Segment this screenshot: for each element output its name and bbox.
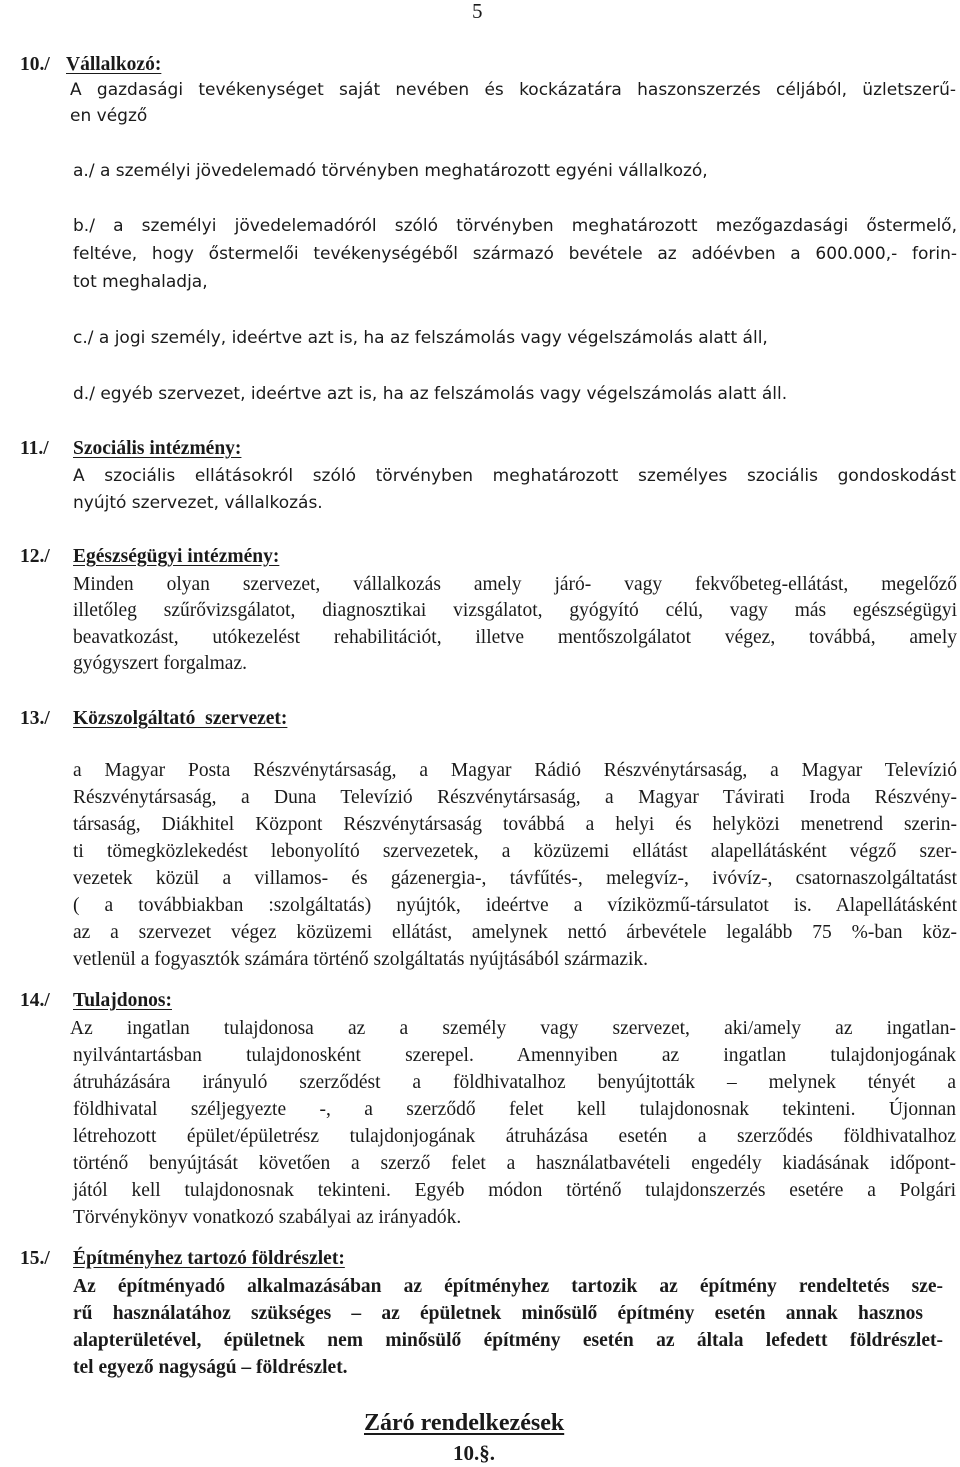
section-15-line-3: alapterületével, épületnek nem minősülő építmény esetén az általa lefedett földrészlet- bbox=[73, 1330, 943, 1351]
section-14-line-1: Az ingatlan tulajdonosa az a személy vagy szervezet, aki/amely az ingatlan- bbox=[70, 1018, 956, 1039]
section-13-title: Közszolgáltató szervezet: bbox=[73, 708, 288, 729]
closing-heading: Záró rendelkezések bbox=[364, 1410, 565, 1436]
section-11-number: 11./ bbox=[20, 438, 49, 459]
section-13-line-4: ti tömegközlekedést lebonyolító szervezetek, a közüzemi ellátást alapellátásként végző szer- bbox=[73, 841, 957, 862]
section-11-title: Szociális intézmény: bbox=[73, 438, 242, 459]
section-12-line-4: gyógyszert forgalmaz. bbox=[73, 653, 247, 674]
section-11-line-1: A szociális ellátásokról szóló törvényben meghatározott személyes szociális gondoskodást bbox=[73, 466, 956, 486]
section-13-line-8: vetlenül a fogyasztók számára történő szolgáltatás nyújtásából származik. bbox=[73, 949, 649, 970]
section-14-line-4: földhivatal széljegyezte -, a szerződő felet kell tulajdonosnak tekinteni. Újonnan bbox=[73, 1099, 956, 1120]
section-15-line-1: Az építményadó alkalmazásában az építményhez tartozik az építmény rendeltetés sze- bbox=[73, 1276, 943, 1297]
section-10-item-b-line-3: tot meghaladja, bbox=[73, 272, 208, 292]
section-15-number: 15./ bbox=[20, 1248, 50, 1269]
section-13-line-1: a Magyar Posta Részvénytársaság, a Magyar Rádió Részvénytársaság, a Magyar Televízió bbox=[73, 760, 957, 781]
section-12-line-3: beavatkozást, utókezelést rehabilitációt, illetve mentőszolgálatot végez, továbbá, amely bbox=[73, 627, 957, 648]
section-10-title: Vállalkozó: bbox=[66, 54, 162, 75]
section-10-item-b-line-2: feltéve, hogy őstermelői tevékenységéből származó bevétele az adóévben a 600.000,- forin- bbox=[73, 244, 957, 264]
section-10-item-c: c./ a jogi személy, ideértve azt is, ha az felszámolás vagy végelszámolás alatt áll, bbox=[73, 328, 768, 348]
section-13-line-6: ( a továbbiakban :szolgáltatás) nyújtók, ideértve a víziközmű-társulatot is. Alapellátásként bbox=[73, 895, 957, 916]
section-13-number: 13./ bbox=[20, 708, 50, 729]
section-13-line-7: az a szervezet végez közüzemi ellátást, amelynek nettó árbevétele legalább 75 %-ban köz- bbox=[73, 922, 957, 943]
section-13-line-3: társaság, Diákhitel Központ Részvénytársaság továbbá a helyi és helyközi menetrend szerin- bbox=[73, 814, 957, 835]
section-15-line-2: rű használatához szükséges – az épületnek minősülő építmény esetén annak hasznos bbox=[73, 1303, 923, 1324]
section-15-line-4: tel egyező nagyságú – földrészlet. bbox=[73, 1357, 348, 1378]
section-11-line-2: nyújtó szervezet, vállalkozás. bbox=[73, 493, 323, 513]
section-12-number: 12./ bbox=[20, 546, 50, 567]
closing-paragraph-number: 10.§. bbox=[453, 1441, 495, 1465]
section-14-title: Tulajdonos: bbox=[73, 990, 172, 1011]
section-10-item-b-line-1: b./ a személyi jövedelemadóról szóló törvényben meghatározott mezőgazdasági őstermelő, bbox=[73, 216, 957, 236]
section-14-line-7: jától kell tulajdonosnak tekinteni. Egyéb módon történő tulajdonszerzés esetére a Polgári bbox=[73, 1180, 956, 1201]
section-12-line-2: illetőleg szűrővizsgálatot, diagnosztikai vizsgálatot, gyógyító célú, vagy más egészségügyi bbox=[73, 600, 957, 621]
section-14-line-3: átruházására irányuló szerződést a földhivatalhoz benyújtották – melynek tényét a bbox=[73, 1072, 956, 1093]
section-10-line-2: en végző bbox=[70, 106, 148, 126]
section-12-title: Egészségügyi intézmény: bbox=[73, 546, 280, 567]
section-15-title: Építményhez tartozó földrészlet: bbox=[73, 1248, 345, 1269]
section-13-line-5: vezetek közül a villamos- és gázenergia-, távfűtés-, melegvíz-, ivóvíz-, csatornaszolgáltatást bbox=[73, 868, 957, 889]
section-14-line-8: Törvénykönyv vonatkozó szabályai az irányadók. bbox=[73, 1207, 462, 1228]
page-number: 5 bbox=[472, 0, 483, 23]
section-14-line-6: történő benyújtását követően a szerző felet a használatbavételi engedély kiadásának időpont- bbox=[73, 1153, 956, 1174]
section-10-item-d: d./ egyéb szervezet, ideértve azt is, ha az felszámolás vagy végelszámolás alatt áll. bbox=[73, 384, 788, 404]
section-12-line-1: Minden olyan szervezet, vállalkozás amely járó- vagy fekvőbeteg-ellátást, megelőző bbox=[73, 574, 957, 595]
section-14-number: 14./ bbox=[20, 990, 50, 1011]
section-10-item-a: a./ a személyi jövedelemadó törvényben meghatározott egyéni vállalkozó, bbox=[73, 161, 708, 181]
section-14-line-5: létrehozott épület/épületrész tulajdonjogának átruházása esetén a szerződés földhivatalhoz bbox=[73, 1126, 956, 1147]
section-10-number: 10./ bbox=[20, 54, 50, 75]
section-10-line-1: A gazdasági tevékenységet saját nevében és kockázatára haszonszerzés céljából, üzletszerű- bbox=[70, 80, 956, 100]
section-13-line-2: Részvénytársaság, a Duna Televízió Részvénytársaság, a Magyar Távirati Iroda Részvény- bbox=[73, 787, 957, 808]
section-14-line-2: nyilvántartásban tulajdonosként szerepel. Amennyiben az ingatlan tulajdonjogának bbox=[73, 1045, 956, 1066]
